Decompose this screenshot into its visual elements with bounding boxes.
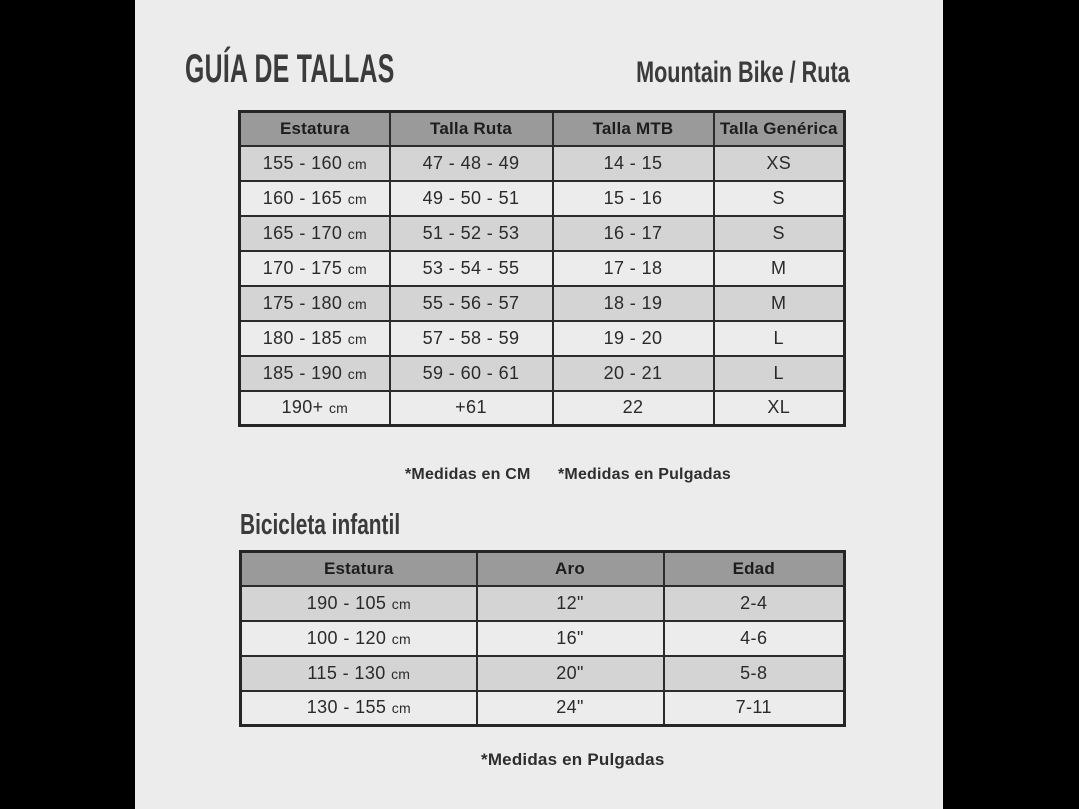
table-cell: L <box>714 356 845 391</box>
unit-label: cm <box>347 365 367 382</box>
table-row <box>241 656 845 691</box>
adult-table-header-row <box>240 112 845 146</box>
table-cell: 5-8 <box>664 656 845 691</box>
table-cell: 180 - 185 cm <box>240 321 390 356</box>
table-cell: L <box>714 321 845 356</box>
unit-label: cm <box>328 400 349 417</box>
page-title: GUÍA DE TALLAS <box>185 47 395 91</box>
table-cell: 2-4 <box>664 586 845 621</box>
table-row <box>240 216 845 251</box>
table-cell: 20 - 21 <box>553 356 714 391</box>
unit-label: cm <box>347 190 367 207</box>
unit-label: cm <box>391 630 411 647</box>
unit-label: cm <box>347 295 367 312</box>
table-cell: 16" <box>477 621 664 656</box>
table-row <box>241 691 845 726</box>
table-cell: 7-11 <box>664 691 845 726</box>
table-cell: 22 <box>553 391 714 426</box>
kids-size-table <box>239 550 846 727</box>
kids-table-header-row <box>241 552 845 586</box>
unit-label: cm <box>391 595 411 612</box>
table-row <box>240 286 845 321</box>
unit-label: cm <box>391 665 411 682</box>
unit-label: cm <box>347 330 367 347</box>
table-cell: 130 - 155 cm <box>241 691 477 726</box>
unit-label: cm <box>347 225 367 242</box>
table-cell: 16 - 17 <box>553 216 714 251</box>
table-row <box>240 391 845 426</box>
table-cell: 165 - 170 cm <box>240 216 390 251</box>
table-row <box>241 621 845 656</box>
table-cell: 47 - 48 - 49 <box>390 146 553 181</box>
table-cell: XL <box>714 391 845 426</box>
table-cell: 14 - 15 <box>553 146 714 181</box>
table-cell: 51 - 52 - 53 <box>390 216 553 251</box>
table-cell: 19 - 20 <box>553 321 714 356</box>
table-cell: 160 - 165 cm <box>240 181 390 216</box>
table-cell: 24" <box>477 691 664 726</box>
table-cell: XS <box>714 146 845 181</box>
table-cell: S <box>714 181 845 216</box>
table-cell: 155 - 160 cm <box>240 146 390 181</box>
table-cell: S <box>714 216 845 251</box>
unit-label: cm <box>347 260 367 277</box>
column-header: Edad <box>664 552 845 586</box>
table-cell: M <box>714 251 845 286</box>
kids-section-title: Bicicleta infantil <box>240 509 401 541</box>
table-row <box>240 321 845 356</box>
unit-label: cm <box>347 155 367 172</box>
table-cell: 55 - 56 - 57 <box>390 286 553 321</box>
table-cell: 15 - 16 <box>553 181 714 216</box>
table-cell: M <box>714 286 845 321</box>
note-medidas-pulgadas: *Medidas en Pulgadas <box>558 466 731 483</box>
table-cell: 17 - 18 <box>553 251 714 286</box>
column-header: Talla Genérica <box>714 112 845 146</box>
table-cell: 175 - 180 cm <box>240 286 390 321</box>
adult-size-table <box>238 110 846 427</box>
table-cell: 53 - 54 - 55 <box>390 251 553 286</box>
table-cell: 190 - 105 cm <box>241 586 477 621</box>
table-cell: +61 <box>390 391 553 426</box>
table-cell: 20" <box>477 656 664 691</box>
table-cell: 190+ cm <box>240 391 390 426</box>
table-cell: 170 - 175 cm <box>240 251 390 286</box>
table-cell: 12" <box>477 586 664 621</box>
size-guide-canvas <box>135 0 943 809</box>
table-row <box>240 146 845 181</box>
table-row <box>240 181 845 216</box>
column-header: Talla Ruta <box>390 112 553 146</box>
page-subtitle: Mountain Bike / Ruta <box>636 56 850 89</box>
table-cell: 18 - 19 <box>553 286 714 321</box>
note-kids-medidas-pulgadas: *Medidas en Pulgadas <box>481 750 665 769</box>
table-cell: 57 - 58 - 59 <box>390 321 553 356</box>
table-cell: 59 - 60 - 61 <box>390 356 553 391</box>
note-medidas-cm: *Medidas en CM <box>405 466 531 483</box>
table-cell: 100 - 120 cm <box>241 621 477 656</box>
table-cell: 185 - 190 cm <box>240 356 390 391</box>
table-cell: 115 - 130 cm <box>241 656 477 691</box>
column-header: Estatura <box>241 552 477 586</box>
table-row <box>241 586 845 621</box>
table-row <box>240 356 845 391</box>
column-header: Talla MTB <box>553 112 714 146</box>
table-cell: 49 - 50 - 51 <box>390 181 553 216</box>
table-row <box>240 251 845 286</box>
column-header: Aro <box>477 552 664 586</box>
table-cell: 4-6 <box>664 621 845 656</box>
column-header: Estatura <box>240 112 390 146</box>
unit-label: cm <box>391 700 411 717</box>
